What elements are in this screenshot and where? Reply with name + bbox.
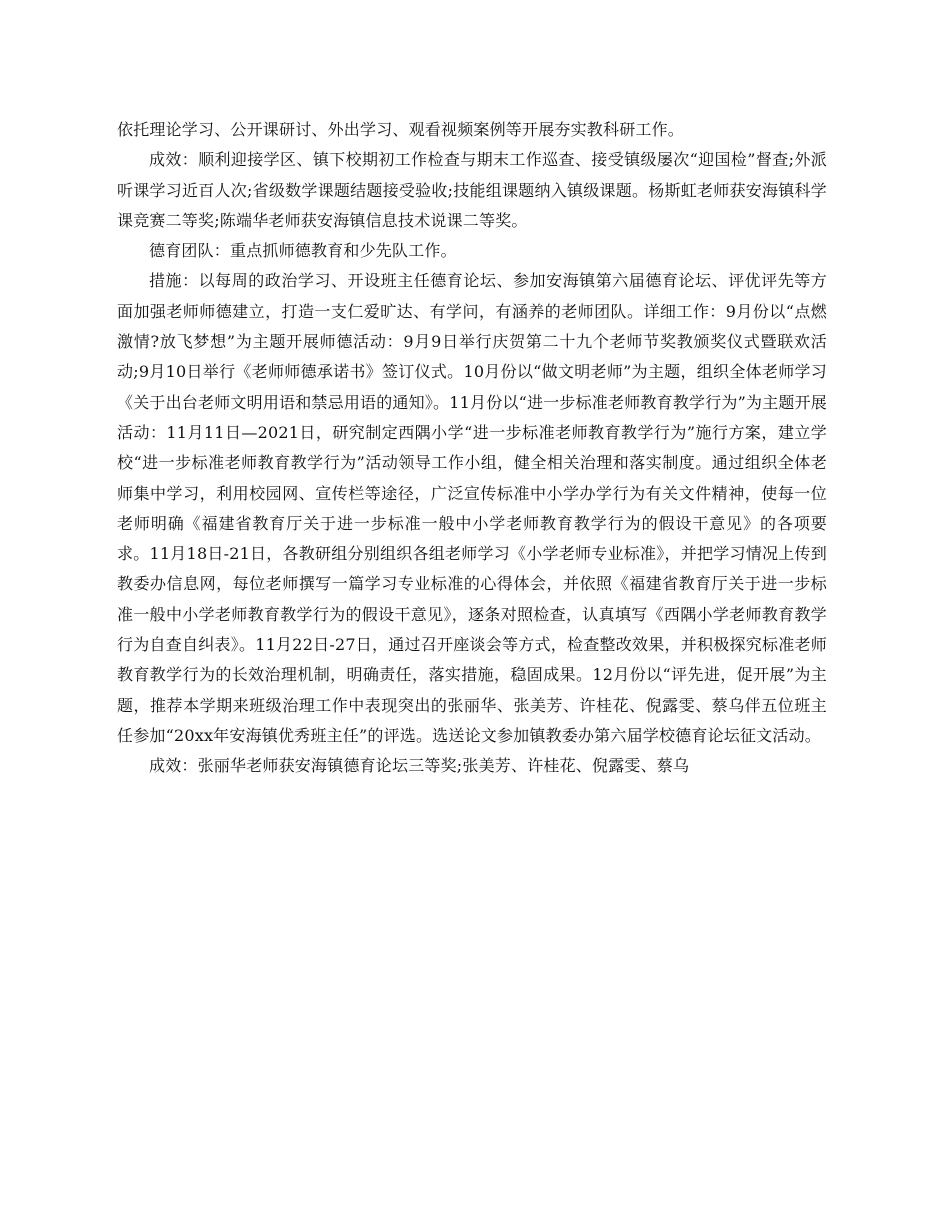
document-body xyxy=(117,115,827,782)
paragraph-research-work: 依托理论学习、公开课研讨、外出学习、观看视频案例等开展夯实教科研工作。 xyxy=(117,120,685,139)
paragraph-moral-results: 成效：张丽华老师获安海镇德育论坛三等奖;张美芳、许桂花、倪露雯、蔡乌 xyxy=(149,756,690,776)
paragraph-moral-measures: 措施：以每周的政治学习、开设班主任德育论坛、参加安海镇第六届德育论坛、评优评先等方面加强老师师德建立，打造一支仁爱旷达、有学问，有涵养的老师团队。详细工作：9月份以“点燃激情?放飞梦想”为主题开展师德活动：9月9日举行庆贺第二十九个老师节奖教颁奖仪式暨联欢活动;9月10日举行《老师师德承诺书》签订仪式。10月份以“做文明老师”为主题，组织全体老师学习《关于出台老师文明用语和禁忌用语的通知》。11月份以“进一步标准老师教育教学行为”为主题开展活动：11月11日—2021日，研究制定西隅小学“进一步标准老师教育教学行为”施行方案，建立学校“进一步标准老师教育教学行为”活动领导工作小组，健全相关治理和落实制度。通过组织全体老师集中学习，利用校园网、宣传栏等途径，广泛宣传标准中小学办学行为有关文件精神，使每一位老师明确《福建省教育厅关于进一步标准一般中小学老师教育教学行为的假设干意见》的各项要求。11月18日-21日，各教研组分别组织各组老师学习《小学老师专业标准》，并把学习情况上传到教委办信息网，每位老师撰写一篇学习专业标准的心得体会，并依照《福建省教育厅关于进一步标准一般中小学老师教育教学行为的假设干意见》，逐条对照检查，认真填写《西隅小学老师教育教学行为自查自纠表》。11月22日-27日，通过召开座谈会等方式，检查整改效果，并积极探究标准老师教育教学行为的长效治理机制，明确责任，落实措施，稳固成果。12月份以“评先进，促开展”为主题，推荐本学期来班级治理工作中表现突出的张丽华、张美芳、许桂花、倪露雯、蔡乌伴五位班主任参加“20xx年安海镇优秀班主任”的评选。选送论文参加镇教委办第六届学校德育论坛征文活动。 xyxy=(117,271,827,745)
paragraph-research-results: 成效：顺利迎接学区、镇下校期初工作检查与期末工作巡查、接受镇级屡次“迎国检”督查;外派听课学习近百人次;省级数学课题结题接受验收;技能组课题纳入镇级课题。杨斯虹老师获安海镇科学课竞赛二等奖;陈端华老师获安海镇信息技术说课二等奖。 xyxy=(117,150,827,230)
paragraph-moral-team: 德育团队：重点抓师德教育和少先队工作。 xyxy=(149,241,457,261)
